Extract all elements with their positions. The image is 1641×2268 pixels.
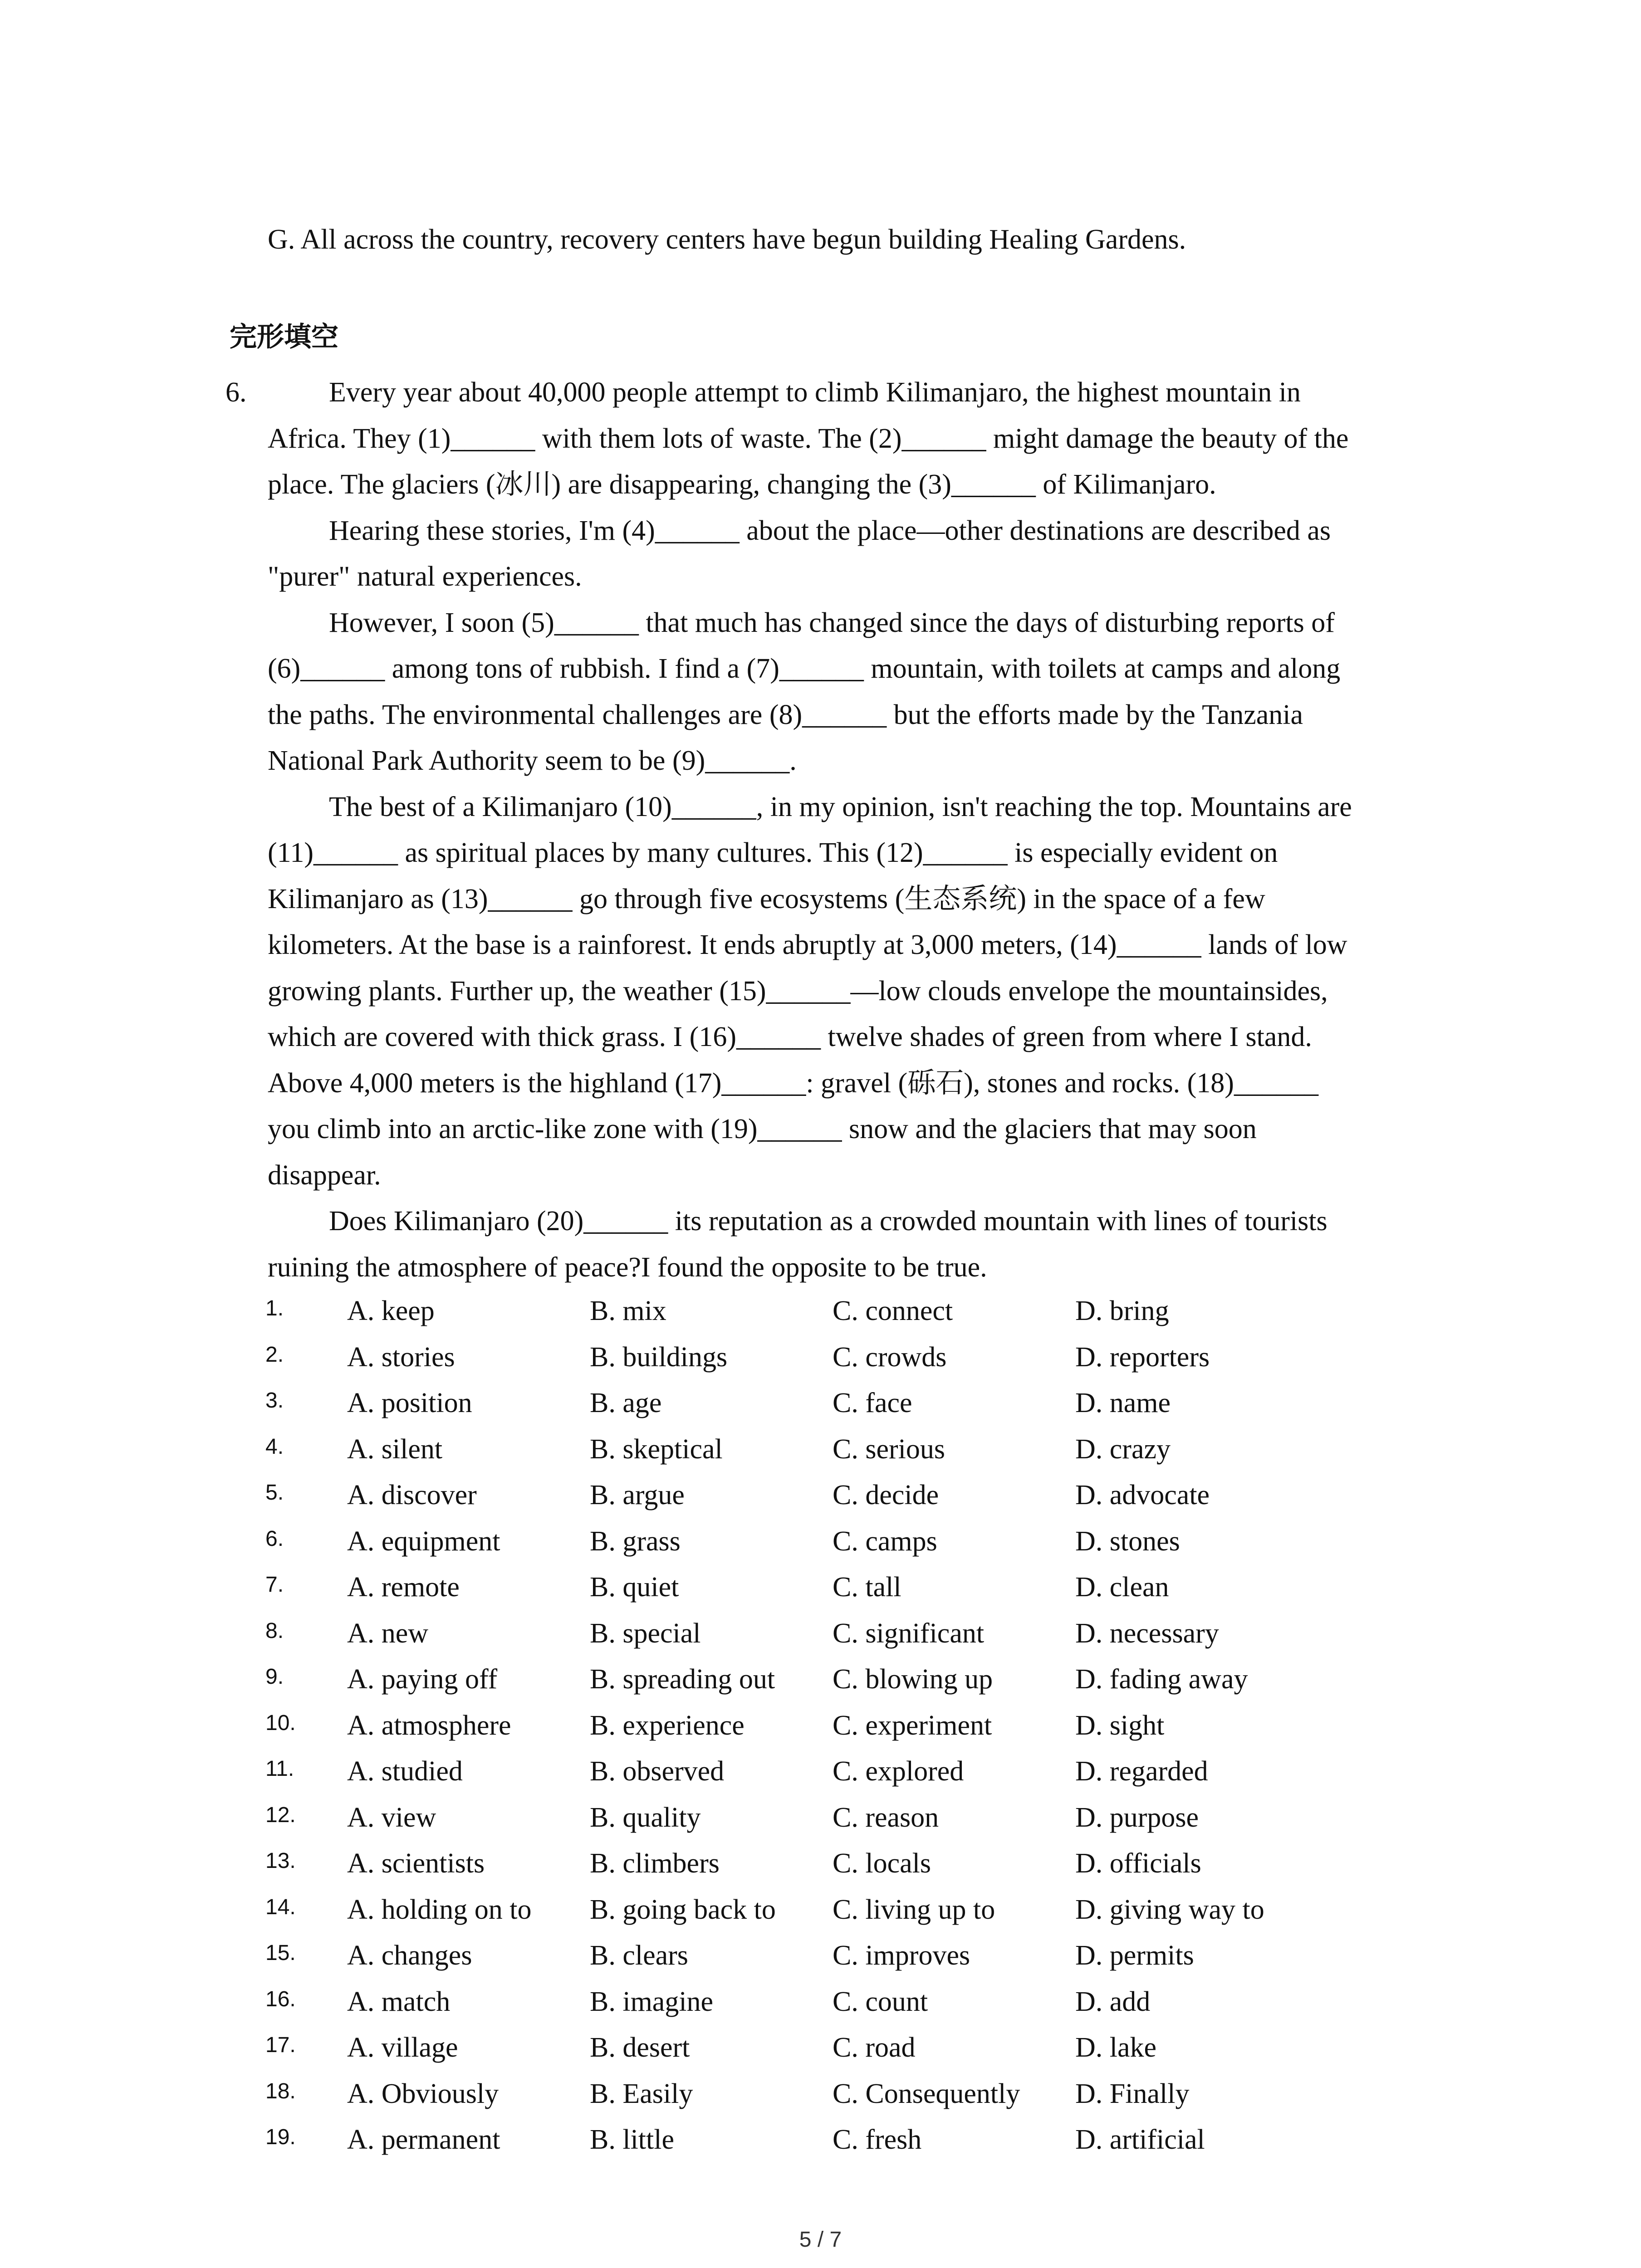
option-d: D. regarded	[1075, 1756, 1208, 1787]
option-number: 8.	[265, 1618, 284, 1643]
option-b: B. going back to	[590, 1894, 776, 1925]
option-d: D. stones	[1075, 1525, 1180, 1557]
passage-line: However, I soon (5)______ that much has changed since the days of disturbing reports of	[329, 607, 1335, 638]
option-d: D. clean	[1075, 1572, 1169, 1603]
passage-line: "purer" natural experiences.	[268, 561, 582, 592]
option-c: C. fresh	[833, 2124, 922, 2155]
option-number: 15.	[265, 1941, 296, 1965]
option-d: D. necessary	[1075, 1618, 1219, 1649]
option-d: D. sight	[1075, 1710, 1165, 1741]
option-a: A. keep	[347, 1295, 435, 1326]
option-d: D. permits	[1075, 1940, 1194, 1971]
option-b: B. observed	[590, 1756, 725, 1787]
option-a: A. paying off	[347, 1664, 498, 1695]
option-c: C. reason	[833, 1802, 939, 1833]
option-b: B. quiet	[590, 1572, 679, 1603]
option-number: 3.	[265, 1388, 284, 1413]
option-d: D. crazy	[1075, 1433, 1171, 1465]
option-b: B. quality	[590, 1802, 701, 1833]
passage-line: disappear.	[268, 1159, 381, 1191]
option-a: A. holding on to	[347, 1894, 532, 1925]
option-c: C. significant	[833, 1618, 985, 1649]
option-c: C. living up to	[833, 1894, 995, 1925]
option-a: A. studied	[347, 1756, 463, 1787]
option-number: 6.	[265, 1526, 284, 1551]
option-number: 16.	[265, 1987, 296, 2011]
option-c: C. tall	[833, 1572, 901, 1603]
option-b: B. skeptical	[590, 1433, 723, 1465]
option-a: A. stories	[347, 1341, 455, 1373]
option-b: B. buildings	[590, 1341, 728, 1373]
option-a: A. silent	[347, 1433, 443, 1465]
option-b: B. clears	[590, 1940, 688, 1971]
option-number: 12.	[265, 1803, 296, 1827]
page-number: 5 / 7	[799, 2228, 842, 2252]
option-number: 1.	[265, 1296, 284, 1320]
question-number: 6.	[225, 377, 247, 408]
option-c: C. Consequently	[833, 2078, 1020, 2109]
option-d: D. giving way to	[1075, 1894, 1264, 1925]
option-number: 11.	[265, 1757, 294, 1781]
option-d: D. advocate	[1075, 1480, 1210, 1510]
option-c: C. improves	[833, 1940, 970, 1971]
passage-line: Does Kilimanjaro (20)______ its reputation as a crowded mountain with lines of tourists	[329, 1206, 1327, 1237]
passage-line: you climb into an arctic-like zone with (19)______ snow and the glaciers that may soon	[268, 1114, 1257, 1144]
option-a: A. remote	[347, 1572, 460, 1603]
option-a: A. position	[347, 1388, 472, 1418]
option-number: 18.	[265, 2079, 296, 2103]
option-c: C. experiment	[833, 1710, 992, 1741]
option-b: B. age	[590, 1388, 662, 1418]
passage-line: Africa. They (1)______ with them lots of waste. The (2)______ might damage the beauty of the	[268, 423, 1349, 454]
option-b: B. desert	[590, 2032, 690, 2063]
option-number: 9.	[265, 1665, 284, 1689]
passage-line: (6)______ among tons of rubbish. I find a (7)______ mountain, with toilets at camps and along	[268, 653, 1341, 684]
option-a: A. match	[347, 1986, 451, 2017]
option-a: A. scientists	[347, 1848, 485, 1879]
option-d: D. officials	[1075, 1848, 1201, 1879]
option-b: B. imagine	[590, 1986, 714, 2017]
option-b: B. little	[590, 2124, 674, 2155]
option-c: C. explored	[833, 1756, 964, 1787]
option-d: D. name	[1075, 1388, 1171, 1418]
option-number: 13.	[265, 1849, 296, 1873]
passage-line: Every year about 40,000 people attempt to climb Kilimanjaro, the highest mountain in	[329, 377, 1301, 408]
option-a: A. discover	[347, 1480, 477, 1510]
option-a: A. Obviously	[347, 2078, 499, 2109]
option-b: B. grass	[590, 1525, 681, 1557]
option-b: B. special	[590, 1618, 701, 1649]
option-b: B. mix	[590, 1295, 666, 1326]
option-c: C. decide	[833, 1480, 939, 1510]
option-a: A. new	[347, 1618, 429, 1649]
option-b: B. Easily	[590, 2078, 693, 2109]
option-a: A. equipment	[347, 1525, 500, 1557]
passage-line: (11)______ as spiritual places by many cultures. This (12)______ is especially evident on	[268, 837, 1278, 868]
option-d: D. add	[1075, 1986, 1151, 2017]
option-number: 14.	[265, 1895, 296, 1919]
passage-line: place. The glaciers (冰川) are disappearing, changing the (3)______ of Kilimanjaro.	[268, 469, 1216, 500]
cloze-passage	[268, 370, 1461, 1290]
option-c: C. serious	[833, 1433, 945, 1465]
option-a: A. permanent	[347, 2124, 500, 2155]
option-number: 10.	[265, 1711, 296, 1735]
passage-line: Above 4,000 meters is the highland (17)______: gravel (砾石), stones and rocks. (18)______	[268, 1067, 1318, 1099]
passage-line: The best of a Kilimanjaro (10)______, in my opinion, isn't reaching the top. Mountains are	[329, 791, 1352, 822]
option-b: B. experience	[590, 1710, 745, 1741]
option-c: C. count	[833, 1986, 928, 2017]
option-d: D. purpose	[1075, 1802, 1199, 1833]
option-c: C. blowing up	[833, 1664, 993, 1695]
option-d: D. lake	[1075, 2032, 1157, 2063]
option-b: B. argue	[590, 1480, 685, 1510]
section-title: 完形填空	[230, 321, 338, 353]
option-d: D. fading away	[1075, 1664, 1248, 1695]
option-c: C. camps	[833, 1525, 937, 1557]
option-number: 19.	[265, 2125, 296, 2149]
option-d: D. artificial	[1075, 2124, 1205, 2155]
option-d: D. bring	[1075, 1295, 1169, 1326]
option-c: C. crowds	[833, 1341, 947, 1373]
option-c: C. road	[833, 2032, 916, 2063]
option-d: D. Finally	[1075, 2078, 1190, 2109]
passage-line: Kilimanjaro as (13)______ go through five ecosystems (生态系统) in the space of a few	[268, 883, 1265, 914]
option-g-text: G. All across the country, recovery centers have begun building Healing Gardens.	[268, 224, 1186, 255]
passage-line: kilometers. At the base is a rainforest. It ends abruptly at 3,000 meters, (14)______ lands of low	[268, 929, 1347, 960]
option-number: 2.	[265, 1342, 284, 1367]
option-c: C. locals	[833, 1848, 931, 1879]
option-number: 4.	[265, 1434, 284, 1459]
option-a: A. view	[347, 1802, 436, 1833]
option-c: C. face	[833, 1388, 912, 1418]
option-number: 17.	[265, 2033, 296, 2057]
passage-line: Hearing these stories, I'm (4)______ about the place—other destinations are described as	[329, 515, 1331, 546]
option-a: A. atmosphere	[347, 1710, 511, 1741]
passage-line: the paths. The environmental challenges are (8)______ but the efforts made by the Tanzania	[268, 699, 1303, 730]
passage-line: ruining the atmosphere of peace?I found the opposite to be true.	[268, 1251, 987, 1283]
passage-line: which are covered with thick grass. I (16)______ twelve shades of green from where I stand.	[268, 1022, 1312, 1052]
option-c: C. connect	[833, 1295, 953, 1326]
option-a: A. village	[347, 2032, 458, 2063]
option-number: 7.	[265, 1573, 284, 1597]
passage-line: National Park Authority seem to be (9)______.	[268, 745, 797, 776]
option-a: A. changes	[347, 1940, 472, 1971]
option-d: D. reporters	[1075, 1341, 1210, 1373]
option-b: B. spreading out	[590, 1664, 775, 1695]
passage-line: growing plants. Further up, the weather (15)______—low clouds envelope the mountainsides,	[268, 975, 1328, 1007]
option-number: 5.	[265, 1481, 284, 1505]
option-b: B. climbers	[590, 1848, 720, 1879]
